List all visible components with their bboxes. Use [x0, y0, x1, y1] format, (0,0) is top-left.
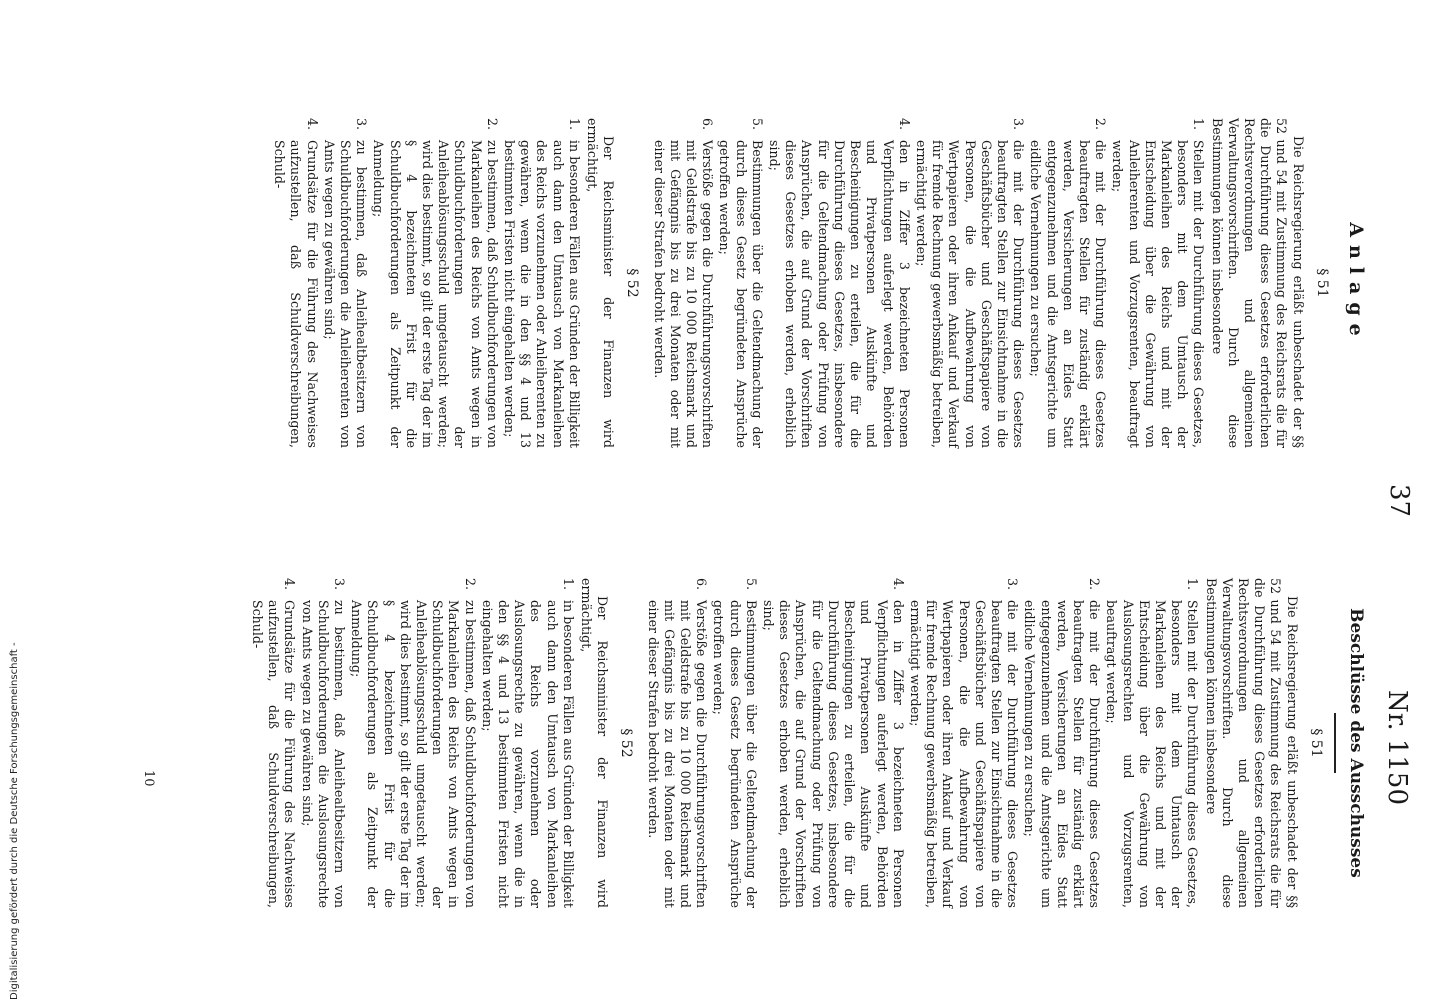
item-text: Verstöße gegen die Durchführungsvorschriften mit Geldstrafe bis zu 10 000 Reichsmark und mit Gefängnis bis zu drei Monaten oder mit einer dieser Strafen bedroht werden.	[645, 600, 710, 908]
list-item	[479, 578, 576, 908]
section-52-heading: § 52	[618, 728, 635, 758]
section-52-list	[271, 118, 582, 448]
item-text: in besonderen Fällen aus Gründen der Billigkeit auch dann den Umtausch von Markanleihen des Reichs vorzunehmen oder Auslosungsrechte zu gewähren, wenn die in den §§ 4 und 13 bestimmten Fristen nicht eingehalten werden;	[479, 600, 576, 908]
list-item	[321, 118, 370, 448]
item-text: Stellen mit der Durchführung dieses Gesetzes, besonders mit dem Umtausch der Markanleihen des Reichs und mit der Entscheidung über die Gewährung von Anleiherenten und Vorzugsrenten, beauftragt werden;	[1110, 140, 1207, 448]
item-text: die mit der Durchführung dieses Gesetzes beauftragten Stellen für zuständig erklärt werden, Versicherungen an Eides Statt entgegenzunehmen und die Amtsgerichte um eidliche Vernehmungen zu ersuchen;	[1022, 600, 1103, 908]
item-text: Bestimmungen über die Geltendmachung der durch dieses Gesetz begründeten Ansprüche getroffen werden;	[717, 140, 765, 448]
section-51-intro: Die Reichsregierung erläßt unbeschadet der §§ 52 und 54 mit Zustimmung des Reichsrats die für die Durchführung dieses Gesetzes erforderlichen Rechtsverordnungen und allgemeinen Verwaltungsvorschriften. Durch diese Bestimmungen können insbesondere	[1203, 578, 1300, 908]
page-number: 37	[1384, 484, 1414, 518]
item-text: zu bestimmen, daß Anleihealtbesitzern von Schuldbuchforderungen die Auslosungsrechte von Amts wegen zu gewähren sind;	[299, 600, 348, 908]
item-number: 1.	[1185, 578, 1201, 591]
item-number: 3.	[354, 118, 370, 131]
item-text: die mit der Durchführung dieses Gesetzes beauftragten Stellen zur Einsichtnahme in die Geschäftsbücher und Geschäftspapiere von Personen, die die Aufbewahrung von Wertpapieren oder ihren Ankauf und Verkauf für fremde Rechnung gewerbsmäßig betreiben, ermächtigt werden;	[913, 140, 1027, 448]
item-text: den in Ziffer 3 bezeichneten Personen Verpflichtungen auferlegt werden, Behörden und Privatpersonen Auskünfte und Bescheinigungen zu erteilen, die für die Durchführung dieses Gesetzes, insbesondere für die Geltendmachung oder Prüfung von Ansprüchen, die auf Grund der Vorschriften dieses Gesetzes erhoben werden, erheblich sind;	[767, 140, 912, 448]
document-number: Nr. 1150	[1382, 690, 1412, 806]
list-item	[644, 578, 709, 908]
list-item	[650, 118, 715, 448]
list-item	[716, 118, 765, 448]
dfg-note	[2, 642, 21, 1000]
list-item	[501, 118, 582, 448]
item-text: Grundsätze für die Führung des Nachweises aufzustellen, daß Schuldverschreibungen, Schuld-	[272, 140, 320, 448]
right-column-beschluesse	[248, 578, 1364, 908]
list-item	[1103, 578, 1200, 908]
item-number: 2.	[1093, 118, 1109, 131]
item-number: 3.	[1005, 578, 1021, 591]
item-number: 4.	[890, 578, 906, 591]
list-item	[1109, 118, 1206, 448]
item-number: 1.	[560, 578, 576, 591]
list-item	[271, 118, 320, 448]
list-item	[249, 578, 298, 908]
section-51-heading: § 51	[1307, 728, 1324, 758]
section-51-list	[644, 578, 1200, 908]
list-item	[1021, 578, 1102, 908]
section-52-heading: § 52	[624, 268, 641, 298]
item-text: die mit der Durchführung dieses Gesetzes beauftragten Stellen zur Einsichtnahme in die Geschäftsbücher und Geschäftspapiere von Personen, die die Aufbewahrung von Wertpapieren oder ihren Ankauf und Verkauf für fremde Rechnung gewerbsmäßig betreiben, ermächtigt werden;	[907, 600, 1021, 908]
item-number: 4.	[896, 118, 912, 131]
item-number: 6.	[700, 118, 716, 131]
item-number: 1.	[566, 118, 582, 131]
item-text: zu bestimmen, daß Anleihealtbesitzern von Schuldbuchforderungen die Anleiherenten von Amts wegen zu gewähren sind;	[321, 140, 370, 448]
section-52-intro: Der Reichsminister der Finanzen wird ermächtigt,	[579, 578, 611, 908]
title-rule	[1334, 713, 1336, 773]
list-item	[907, 578, 1020, 908]
item-text: zu bestimmen, daß Schuldbuchforderungen von Markanleihen des Reichs von Amts wegen in Schuldbuchforderungen der Anleiheablösungsschuld umgetauscht werden; wird dies bestimmt, so gilt der erste Tag der im § 4 bezeichneten Frist für die Schuldbuchforderungen als Zeitpunkt der Anmeldung;	[371, 140, 500, 448]
footer-page-number: 10	[141, 770, 156, 787]
item-text: in besonderen Fällen aus Gründen der Billigkeit auch dann den Umtausch von Markanleihen des Reichs vorzunehmen oder Anleiherenten zu gewähren, wenn die in den §§ 4 und 13 bestimmten Fristen nicht eingehalten werden;	[502, 140, 582, 448]
section-52-list	[249, 578, 576, 908]
item-text: zu bestimmen, daß Schuldbuchforderungen von Markanleihen des Reichs von Amts wegen in Schuldbuchforderungen der Anleiheablösungsschuld umgetauscht werden; wird dies bestimmt, so gilt der erste Tag der im § 4 bezeichneten Frist für die Schuldbuchforderungen als Zeitpunkt der Anmeldung;	[349, 600, 478, 908]
section-52-intro: Der Reichsminister der Finanzen wird ermächtigt,	[585, 118, 617, 448]
list-item	[370, 118, 500, 448]
item-number: 6.	[694, 578, 710, 591]
dfg-note-text: Digitalisierung gefördert durch die Deutsche Forschungsgemeinschaft -	[9, 642, 20, 1000]
item-number: 4.	[304, 118, 320, 131]
list-item	[766, 118, 912, 448]
list-item	[298, 578, 347, 908]
item-number: 2.	[462, 578, 478, 591]
list-item	[760, 578, 906, 908]
item-text: Stellen mit der Durchführung dieses Gesetzes, besonders mit dem Umtausch der Markanleihen des Reichs und mit der Entscheidung über die Gewährung von Auslosungsrechten und Vorzugsrenten, beauftragt werden;	[1104, 600, 1201, 908]
list-item	[348, 578, 478, 908]
item-text: Verstöße gegen die Durchführungsvorschriften mit Geldstrafe bis zu 10 000 Reichsmark und mit Gefängnis bis zu drei Monaten oder mit einer dieser Strafen bedroht werden.	[651, 140, 716, 448]
item-number: 2.	[1087, 578, 1103, 591]
section-51-list	[650, 118, 1206, 448]
list-item	[913, 118, 1026, 448]
item-number: 3.	[1011, 118, 1027, 131]
item-text: Grundsätze für die Führung des Nachweises aufzustellen, daß Schuldverschreibungen, Schuld-	[250, 600, 298, 908]
item-number: 2.	[484, 118, 500, 131]
list-item	[1027, 118, 1108, 448]
section-51-intro: Die Reichsregierung erläßt unbeschadet der §§ 52 und 54 mit Zustimmung des Reichsrats die für die Durchführung dieses Gesetzes erforderlichen Rechtsverordnungen und allgemeinen Verwaltungsvorschriften. Durch diese Bestimmungen können insbesondere	[1209, 118, 1306, 448]
item-number: 4.	[282, 578, 298, 591]
item-text: den in Ziffer 3 bezeichneten Personen Verpflichtungen auferlegt werden, Behörden und Privatpersonen Auskünfte und Bescheinigungen zu erteilen, die für die Durchführung dieses Gesetzes, insbesondere für die Geltendmachung oder Prüfung von Ansprüchen, die auf Grund der Vorschriften dieses Gesetzes erhoben werden, erheblich sind;	[761, 600, 906, 908]
item-number: 5.	[749, 118, 765, 131]
item-text: die mit der Durchführung dieses Gesetzes beauftragten Stellen für zuständig erklärt werden, Versicherungen an Eides Statt entgegenzunehmen und die Amtsgerichte um eidliche Vernehmungen zu ersuchen;	[1028, 140, 1109, 448]
item-number: 3.	[332, 578, 348, 591]
section-51-heading: § 51	[1313, 268, 1330, 298]
left-column-anlage	[270, 118, 1367, 448]
item-number: 5.	[743, 578, 759, 591]
list-item	[710, 578, 759, 908]
anlage-title: Anlage	[1345, 222, 1367, 344]
beschluesse-title: Beschlüsse des Ausschusses	[1346, 608, 1366, 878]
item-number: 1.	[1191, 118, 1207, 131]
item-text: Bestimmungen über die Geltendmachung der durch dieses Gesetz begründeten Ansprüche getroffen werden;	[711, 600, 759, 908]
